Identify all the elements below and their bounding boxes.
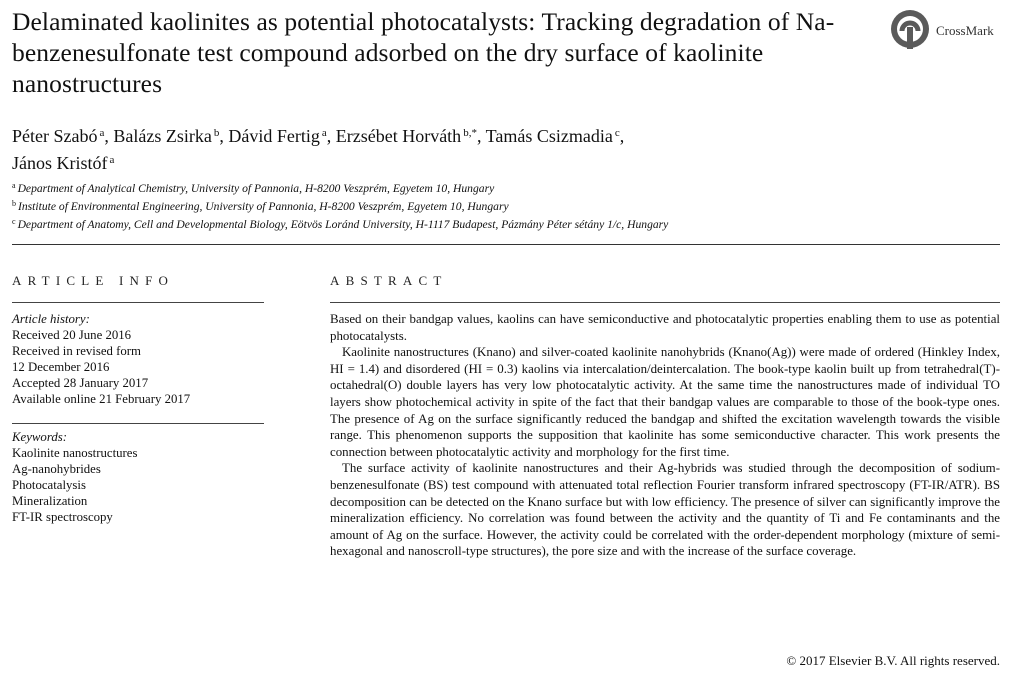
history-item: 12 December 2016 <box>12 360 110 374</box>
history-item: Available online 21 February 2017 <box>12 392 191 406</box>
article-title: Delaminated kaolinites as potential photocatalysts: Tracking degradation of Na-benzenesulfonate test compound adsorbed on the dry surface of kaolinite nanostructures <box>12 7 835 98</box>
keyword[interactable]: Ag-nanohybrides <box>12 462 101 476</box>
author[interactable]: Dávid Fertig $^a$, <box>228 126 332 146</box>
history-label: Article history: <box>12 312 90 326</box>
affiliation: $^b$ Institute of Environmental Engineering, University of Pannonia, H-8200 Veszprém, Egyetem 10, Hungary <box>12 199 509 213</box>
abstract-divider <box>330 302 1000 303</box>
history-item: Received in revised form <box>12 344 141 358</box>
abstract-paragraph: The surface activity of kaolinite nanostructures and their Ag-hybrids was studied through the decomposition of sodium-benzenesulfonate (BS) test compound with attenuated total reflection Fourier transform infrared spectroscopy (FT-IR/ATR). BS decomposition can be detected on the Knano surface but with low efficiency. The presence of silver can significantly improve the mineralization efficiency. No correlation was found between the activity and the quantity of Ti and Fe contaminants and the amount of Ag on the surface. However, the activity could be correlated with the order-dependent morphology (mixture of semi-hexagonal and nanoscroll-type structures), the pore size and with the increase of the surface coverage. <box>330 461 1000 559</box>
copyright-notice: © 2017 Elsevier B.V. All rights reserved. <box>786 653 1000 668</box>
history-item: Received 20 June 2016 <box>12 328 132 342</box>
keyword[interactable]: Mineralization <box>12 494 88 508</box>
article-info-divider <box>12 302 264 303</box>
author[interactable]: Erzsébet Horváth $^{b,*}$, <box>335 126 482 146</box>
affiliation: $^a$ Department of Analytical Chemistry, University of Pannonia, H-8200 Veszprém, Egyetem 10, Hungary <box>12 181 495 195</box>
affiliation: $^c$ Department of Anatomy, Cell and Developmental Biology, Eötvös Loránd University, H-1117 Budapest, Pázmány Péter sétány 1/c, Hungary <box>12 217 669 231</box>
abstract-heading: ABSTRACT <box>330 273 448 288</box>
crossmark-badge[interactable] <box>890 8 1010 54</box>
author[interactable]: Péter Szabó $^a$, <box>12 126 109 146</box>
author[interactable]: Balázs Zsirka $^b$, <box>113 126 224 146</box>
author-list <box>12 121 892 175</box>
keyword[interactable]: FT-IR spectroscopy <box>12 510 113 524</box>
keywords-label: Keywords: <box>12 430 67 444</box>
keywords-divider <box>12 423 264 424</box>
history-item: Accepted 28 January 2017 <box>12 376 149 390</box>
header-divider <box>12 244 1000 245</box>
keywords <box>12 429 267 525</box>
keyword[interactable]: Photocatalysis <box>12 478 86 492</box>
article-info-heading: ARTICLE INFO <box>12 273 175 288</box>
crossmark-icon <box>890 9 930 54</box>
abstract-paragraph: Based on their bandgap values, kaolins can have semiconductive and photocatalytic properties enabling them to use as potential photocatalysts. <box>330 312 1000 343</box>
abstract-paragraph: Kaolinite nanostructures (Knano) and silver-coated kaolinite nanohybrids (Knano(Ag)) were made of ordered (Hinkley Index, HI = 1.4) and disordered (HI = 0.3) kaolins via intercalation/deintercalation. The book-type kaolin built up from tetrahedral(T)-octahedral(O) double layers has very low photocatalytic activity. At the same time the nanostructures made of individual TO layers show photochemical activity in spite of the fact that their bandgap values are comparable to those of the book-type ones. The presence of Ag on the surface significantly reduced the bandgap and shifted the excitation wavelength towards the visible range. This phenomenon supports the supposition that kaolinite has some semiconductive character. This work presents the connection between photocatalytic activity and morphology for the first time. <box>330 345 1000 459</box>
author[interactable]: Tamás Csizmadia $^c$, <box>485 126 625 146</box>
affiliations <box>12 178 992 232</box>
article-history <box>12 311 267 407</box>
crossmark-label: CrossMark <box>936 23 994 38</box>
keyword[interactable]: Kaolinite nanostructures <box>12 446 138 460</box>
author[interactable]: János Kristóf $^a$ <box>12 153 115 173</box>
abstract-body <box>330 311 1000 560</box>
